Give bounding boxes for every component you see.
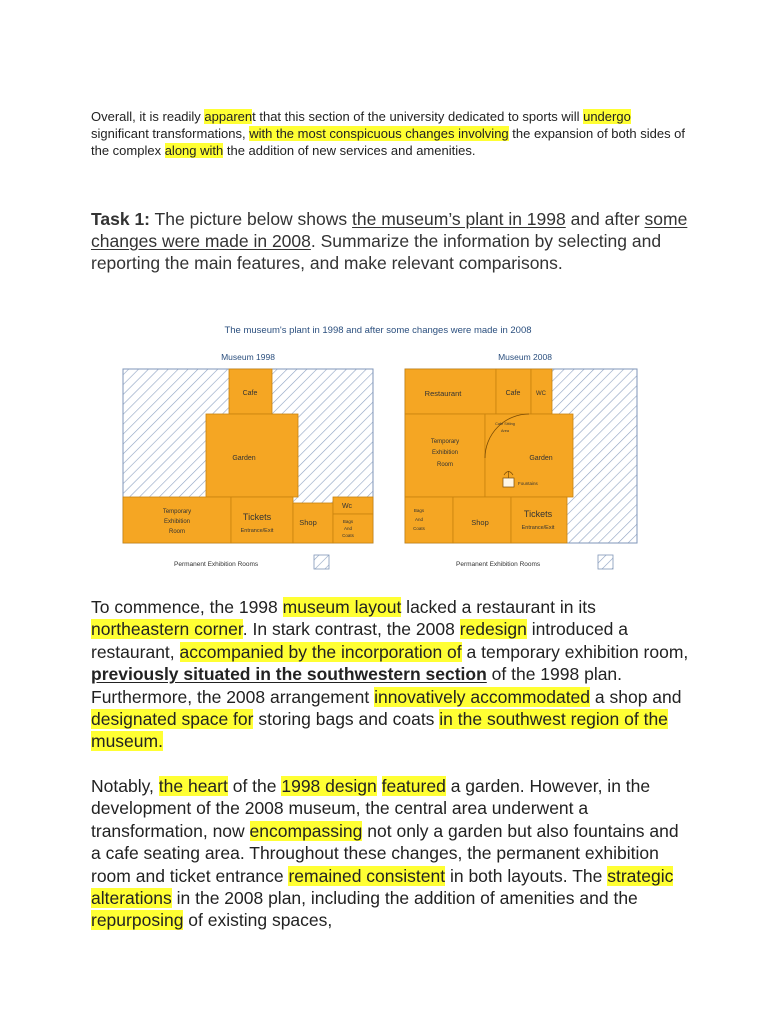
text: of the 1998 plan. Furthermore, the 2008 arrangement <box>91 664 623 707</box>
highlighted-text: remained consistent <box>288 865 446 886</box>
text: introduced a restaurant, <box>91 619 629 662</box>
label-coats: Coats <box>342 533 354 538</box>
task-prompt <box>91 208 691 274</box>
plan-1998-heading: Museum 1998 <box>221 352 275 362</box>
highlighted-text: accompanied by the incorporation of <box>179 641 462 662</box>
label-exhibition: Exhibition <box>431 450 459 456</box>
task-label: Task 1: <box>91 209 151 229</box>
notably-paragraph <box>91 775 691 932</box>
highlighted-text: innovatively accommodated <box>374 686 591 707</box>
label-room: Room <box>168 529 186 535</box>
bold-underlined-text: previously situated in the southwestern section <box>91 664 487 685</box>
highlighted-text: in the southwest region of the museum. <box>91 709 668 752</box>
highlighted-text: featured <box>381 776 446 796</box>
bags-coats-room <box>405 497 453 543</box>
text <box>377 776 382 796</box>
text: and after <box>565 209 645 229</box>
highlighted-text: encompassing <box>249 820 363 841</box>
text: in both layouts. The <box>445 865 608 886</box>
label-and: And <box>414 517 424 522</box>
museum-plan-figure <box>120 318 640 578</box>
text: of the <box>227 776 282 796</box>
text: in the 2008 plan, including the addition of amenities and the <box>171 888 638 909</box>
legend-label: Permanent Exhibition Rooms <box>456 561 541 568</box>
text: a shop and <box>590 686 682 707</box>
text: lacked a restaurant in its <box>401 597 596 617</box>
figure-title: The museum's plant in 1998 and after some changes were made in 2008 <box>224 325 532 336</box>
commence-paragraph <box>91 596 691 753</box>
highlighted-text: repurposing <box>91 910 184 931</box>
wc-room <box>333 497 373 514</box>
text: of existing spaces, <box>183 910 333 931</box>
label-shop: Shop <box>471 518 489 527</box>
highlighted-text: museum layout <box>282 597 402 617</box>
text: Notably, <box>91 776 159 796</box>
highlighted-text: the heart <box>158 776 228 796</box>
label-seating: Cafe Sitting <box>495 422 515 426</box>
label-cafe: Cafe <box>505 390 521 397</box>
highlighted-text: redesign <box>459 619 527 640</box>
label-room: Room <box>436 462 454 468</box>
label-exhibition: Exhibition <box>163 519 191 525</box>
label-shop: Shop <box>299 518 317 527</box>
label-garden: Garden <box>232 455 256 462</box>
text: significant transformations, <box>91 126 250 141</box>
text: The picture below shows <box>150 209 353 229</box>
label-temporary: Temporary <box>430 439 460 445</box>
label-garden: Garden <box>529 455 553 462</box>
label-coats: Coats <box>413 526 425 531</box>
label-and: And <box>343 526 353 531</box>
text: storing bags and coats <box>253 709 440 730</box>
highlighted-text: with the most conspicuous changes involving <box>249 126 509 141</box>
text: not only a garden but also fountains and a cafe seating area. Throughout these changes, the permanent exhibition room and ticket entrance <box>91 820 679 886</box>
intro-paragraph <box>91 108 691 159</box>
legend-hatch-swatch <box>598 555 613 569</box>
legend-label: Permanent Exhibition Rooms <box>174 561 259 568</box>
text: a garden. However, in the development of the 2008 museum, the central area underwent a transformation, now <box>91 776 651 841</box>
label-temporary: Temporary <box>162 509 192 515</box>
text: the addition of new services and amenities. <box>223 143 476 158</box>
plan-2008 <box>405 352 637 569</box>
label-wc: WC <box>536 391 546 397</box>
label-cafe: Cafe <box>242 390 258 397</box>
label-tickets: Tickets <box>242 512 272 522</box>
label-bags: Bags <box>413 508 425 513</box>
legend-hatch-swatch <box>314 555 329 569</box>
label-seating-area: Area <box>500 429 510 433</box>
tickets-room <box>511 497 567 543</box>
highlighted-text: strategic alterations <box>91 865 674 909</box>
label-tickets: Tickets <box>523 509 553 519</box>
label-wc: Wc <box>341 503 353 510</box>
text: t that this section of the university dedicated to sports will <box>252 109 584 124</box>
text: a temporary exhibition room, <box>461 641 689 662</box>
label-entrance: Entrance/Exit <box>240 528 274 534</box>
label-bags: Bags <box>342 519 354 524</box>
highlighted-text: 1998 design <box>281 776 377 796</box>
highlighted-text: northeastern corner <box>91 619 243 640</box>
underlined-text: the museum’s plant in 1998 <box>352 209 566 229</box>
text: Overall, it is readily <box>91 109 205 124</box>
plan-1998 <box>123 352 373 569</box>
plan-2008-heading: Museum 2008 <box>498 352 552 362</box>
underlined-text: some changes were made in 2008 <box>91 209 688 251</box>
highlighted-text: designated space for <box>91 709 254 730</box>
text: the expansion of both sides of the complex <box>91 126 686 158</box>
text: To commence, the 1998 <box>91 597 283 617</box>
highlighted-text: undergo <box>583 109 631 124</box>
highlighted-text: apparen <box>204 109 253 124</box>
text: . Summarize the information by selecting and reporting the main features, and make relevant comparisons. <box>91 231 662 273</box>
label-fountains: Fountains <box>518 481 538 486</box>
highlighted-text: along with <box>164 143 224 158</box>
text: . In stark contrast, the 2008 <box>242 619 460 640</box>
label-entrance: Entrance/Exit <box>521 525 555 531</box>
label-restaurant: Restaurant <box>424 389 462 398</box>
